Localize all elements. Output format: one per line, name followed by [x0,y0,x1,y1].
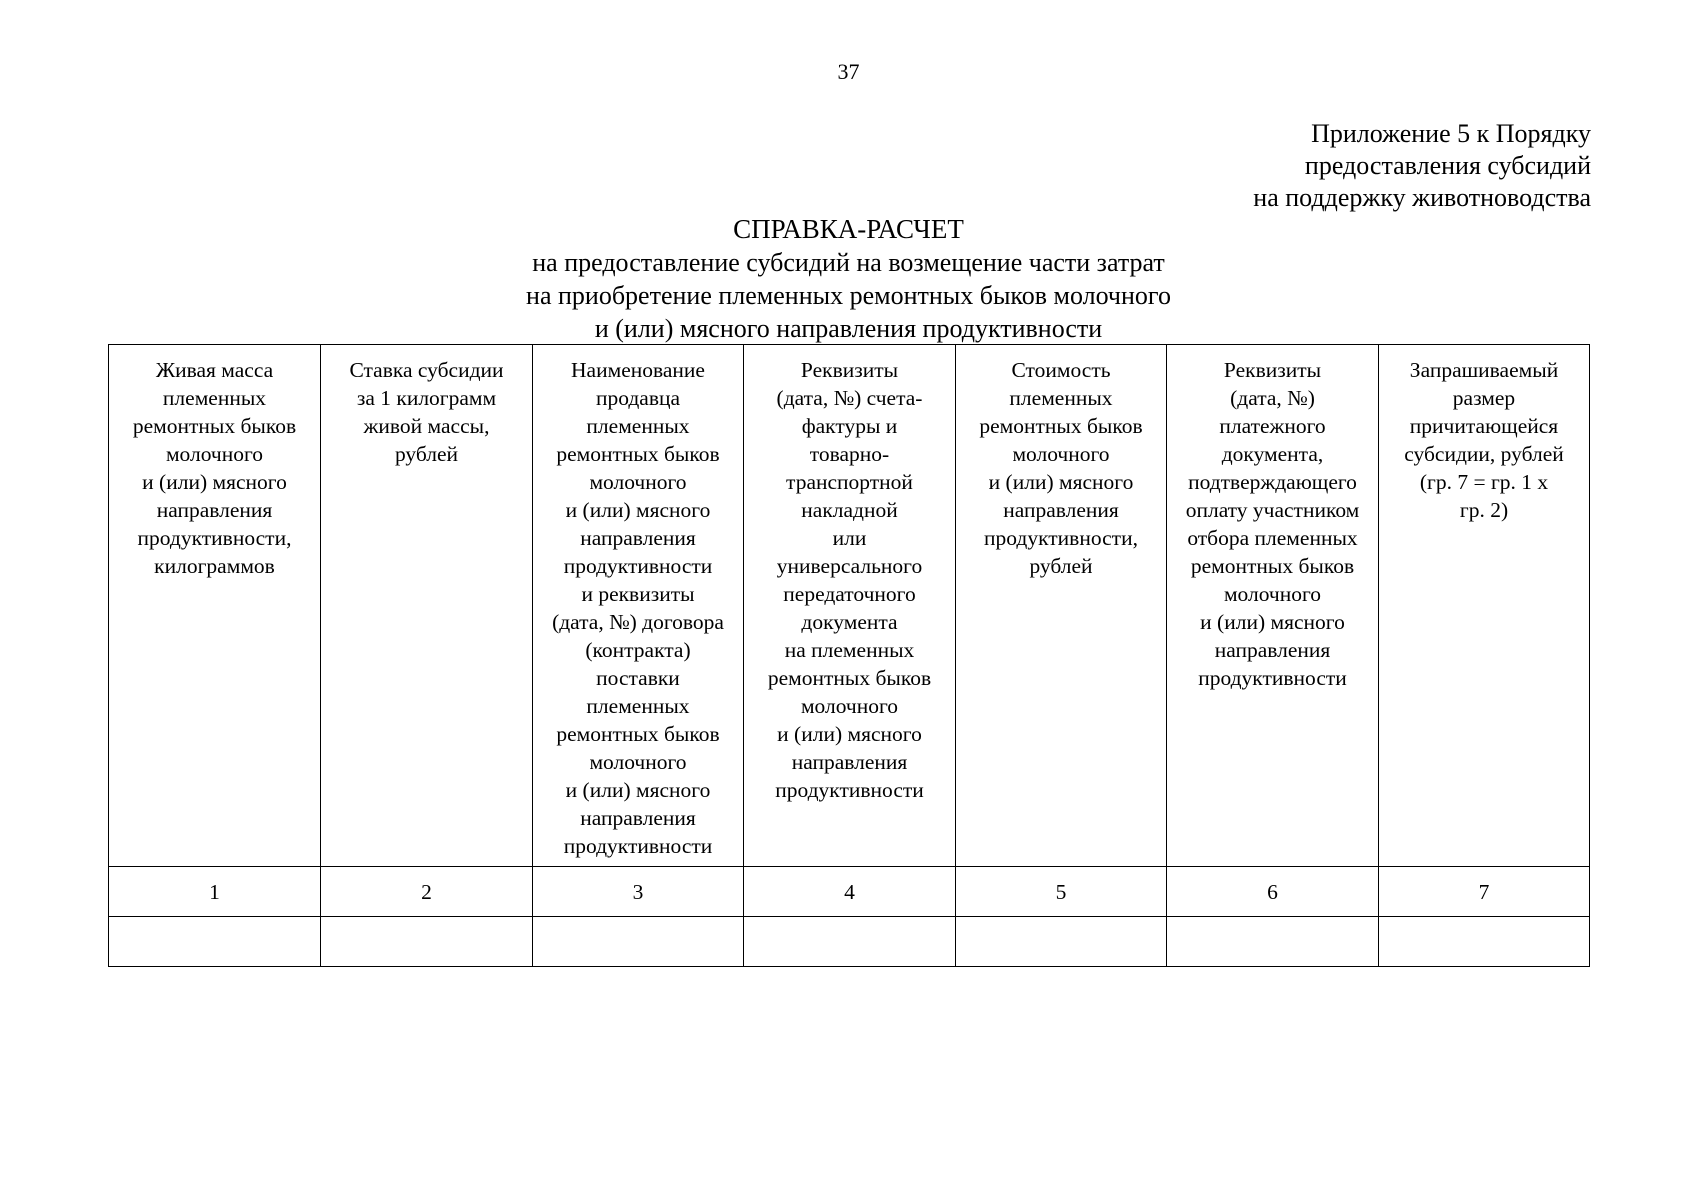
table-row [109,917,1590,967]
column-number-row [109,867,1590,917]
table-cell[interactable] [533,917,744,967]
column-number: 4 [744,867,956,917]
calculation-table [108,344,1590,967]
column-header-requested-subsidy: Запрашиваемый размер причитающейся субсидии, рублей (гр. 7 = гр. 1 х гр. 2) [1379,345,1590,867]
column-number: 2 [321,867,533,917]
column-header-cost: Стоимость племенных ремонтных быков молочного и (или) мясного направления продуктивности, рублей [956,345,1167,867]
page-number: 37 [837,59,860,84]
column-number: 1 [109,867,321,917]
table-cell[interactable] [109,917,321,967]
document-heading [0,213,1697,345]
column-header-live-weight: Живая масса племенных ремонтных быков молочного и (или) мясного направления продуктивности, килограммов [109,345,321,867]
column-number: 7 [1379,867,1590,917]
column-header-invoice-details: Реквизиты (дата, №) счета- фактуры и товарно- транспортной накладной или универсального передаточного документа на племенных ремонтных быков молочного и (или) мясного направления продуктивности [744,345,956,867]
column-header-subsidy-rate: Ставка субсидии за 1 килограмм живой массы, рублей [321,345,533,867]
appendix-line: предоставления субсидий [1304,151,1591,180]
table-header-row [109,345,1590,867]
document-subtitle-line: на приобретение племенных ремонтных быков молочного [526,281,1171,310]
appendix-note [1253,118,1591,214]
document-subtitle-line: и (или) мясного направления продуктивности [594,314,1103,343]
table-cell[interactable] [321,917,533,967]
column-number: 3 [533,867,744,917]
document-title: СПРАВКА-РАСЧЕТ [733,214,964,244]
table-cell[interactable] [1379,917,1590,967]
table-cell[interactable] [1167,917,1379,967]
table-cell[interactable] [744,917,956,967]
appendix-line: Приложение 5 к Порядку [1311,119,1591,148]
appendix-line: на поддержку животноводства [1253,183,1591,212]
column-number: 5 [956,867,1167,917]
column-header-seller-contract: Наименование продавца племенных ремонтных быков молочного и (или) мясного направления продуктивности и реквизиты (дата, №) договора (контракта) поставки племенных ремонтных быков молочного и (или) мясного направления продуктивности [533,345,744,867]
document-subtitle-line: на предоставление субсидий на возмещение части затрат [532,248,1165,277]
column-number: 6 [1167,867,1379,917]
column-header-payment-document: Реквизиты (дата, №) платежного документа, подтверждающего оплату участником отбора племенных ремонтных быков молочного и (или) мясного направления продуктивности [1167,345,1379,867]
table-cell[interactable] [956,917,1167,967]
